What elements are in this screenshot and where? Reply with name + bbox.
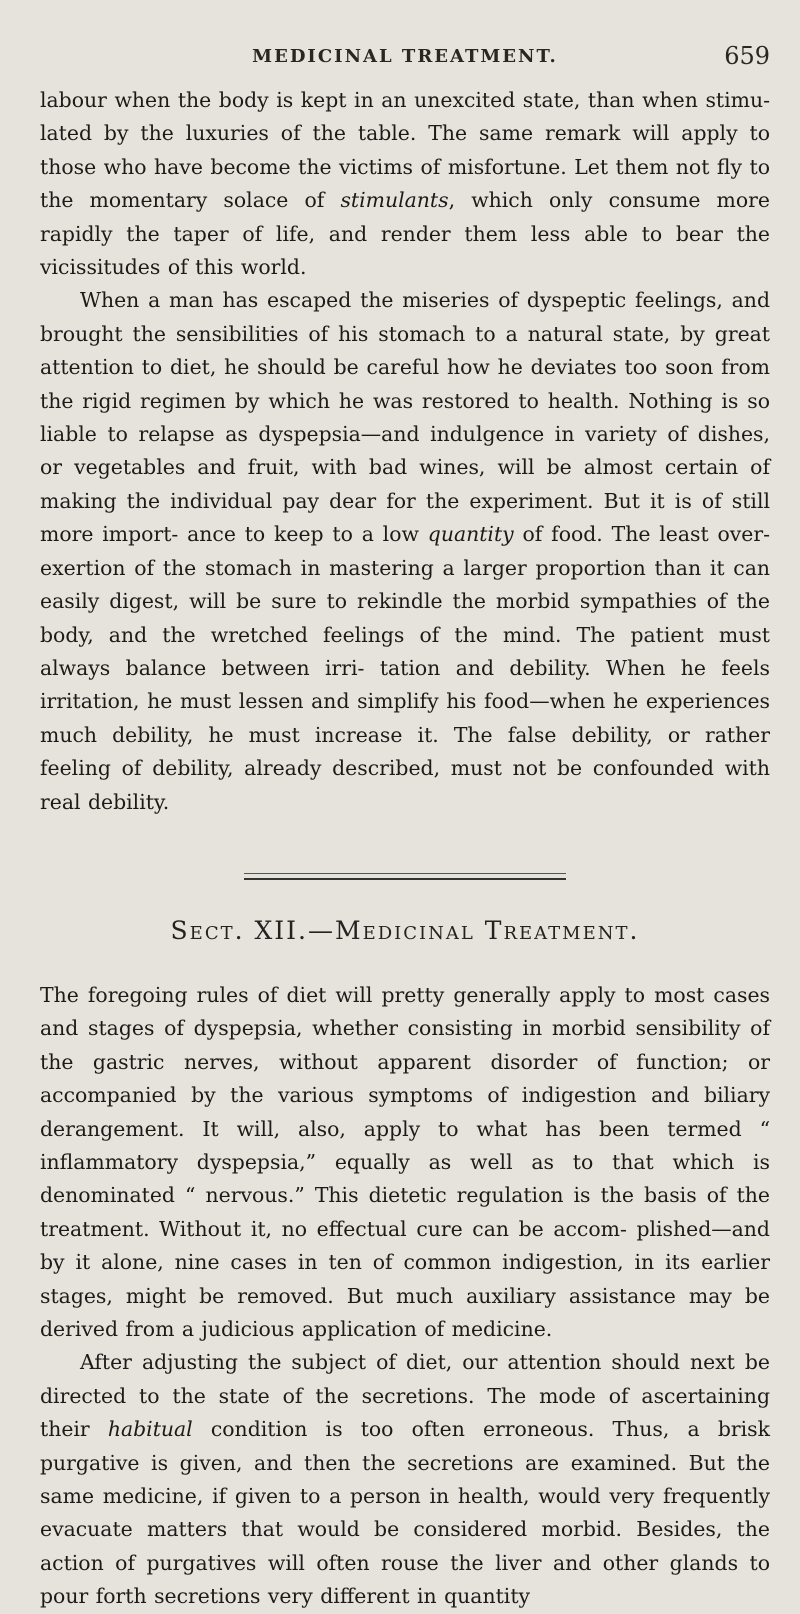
divider-thin-rule [244, 873, 566, 874]
paragraph-1: labour when the body is kept in an unexcited state, than when stimu- lated by the luxuries of the table. The same remark will apply to those who have become the victims of misfortune. Let them not fly to the momentary solace of stimulants, which only consume more rapidly the taper of life, and render them less able to bear the vicissitudes of this world. [40, 88, 770, 280]
section-divider [244, 873, 566, 880]
paragraph-3: The foregoing rules of diet will pretty generally apply to most cases and stages of dyspepsia, whether consisting in morbid sensibility of the gastric nerves, without apparent disorder of function; or accompanied by the various symptoms of indigestion and biliary derangement. It will, also, apply to what has been termed “ inflammatory dyspepsia,” equally as well as to that which is denominated “ nervous.” This dietetic regulation is the basis of the treatment. Without it, no effectual cure can be accom- plished—and by it alone, nine cases in ten of common indigestion, in its earlier stages, might be removed. But much auxiliary assistance may be derived from a judicious application of medicine. [40, 982, 770, 1341]
divider-thick-rule [244, 878, 566, 880]
body-text [40, 84, 770, 1614]
paragraph-4: After adjusting the subject of diet, our attention should next be directed to the state of the secretions. The mode of ascertaining their habitual condition is too often erroneous. Thus, a brisk purgative is given, and then the secretions are examined. But the same medicine, if given to a person in health, would very frequently evacuate matters that would be considered morbid. Besides, the action of purgatives will often rouse the liver and other glands to pour forth secretions very different in quantity [40, 1350, 770, 1609]
page-header [40, 42, 770, 72]
running-head: MEDICINAL TREATMENT. [252, 46, 558, 67]
page-number: 659 [724, 42, 770, 70]
section-heading: Sect. XII.—Medicinal Treatment. [170, 915, 640, 945]
paragraph-2: When a man has escaped the miseries of dyspeptic feelings, and brought the sensibilities of his stomach to a natural state, by great attention to diet, he should be careful how he deviates too soon from the rigid regimen by which he was restored to health. Nothing is so liable to relapse as dyspepsia—and indulgence in variety of dishes, or vegetables and fruit, with bad wines, will be almost certain of making the individual pay dear for the experiment. But it is of still more import- ance to keep to a low quantity of food. The least over-exertion of the stomach in mastering a larger proportion than it can easily digest, will be sure to rekindle the morbid sympathies of the body, and the wretched feelings of the mind. The patient must always balance between irri- tation and debility. When he feels irritation, he must lessen and simplify his food—when he experiences much debility, he must increase it. The false debility, or rather feeling of debility, already described, must not be confounded with real debility. [40, 288, 770, 814]
